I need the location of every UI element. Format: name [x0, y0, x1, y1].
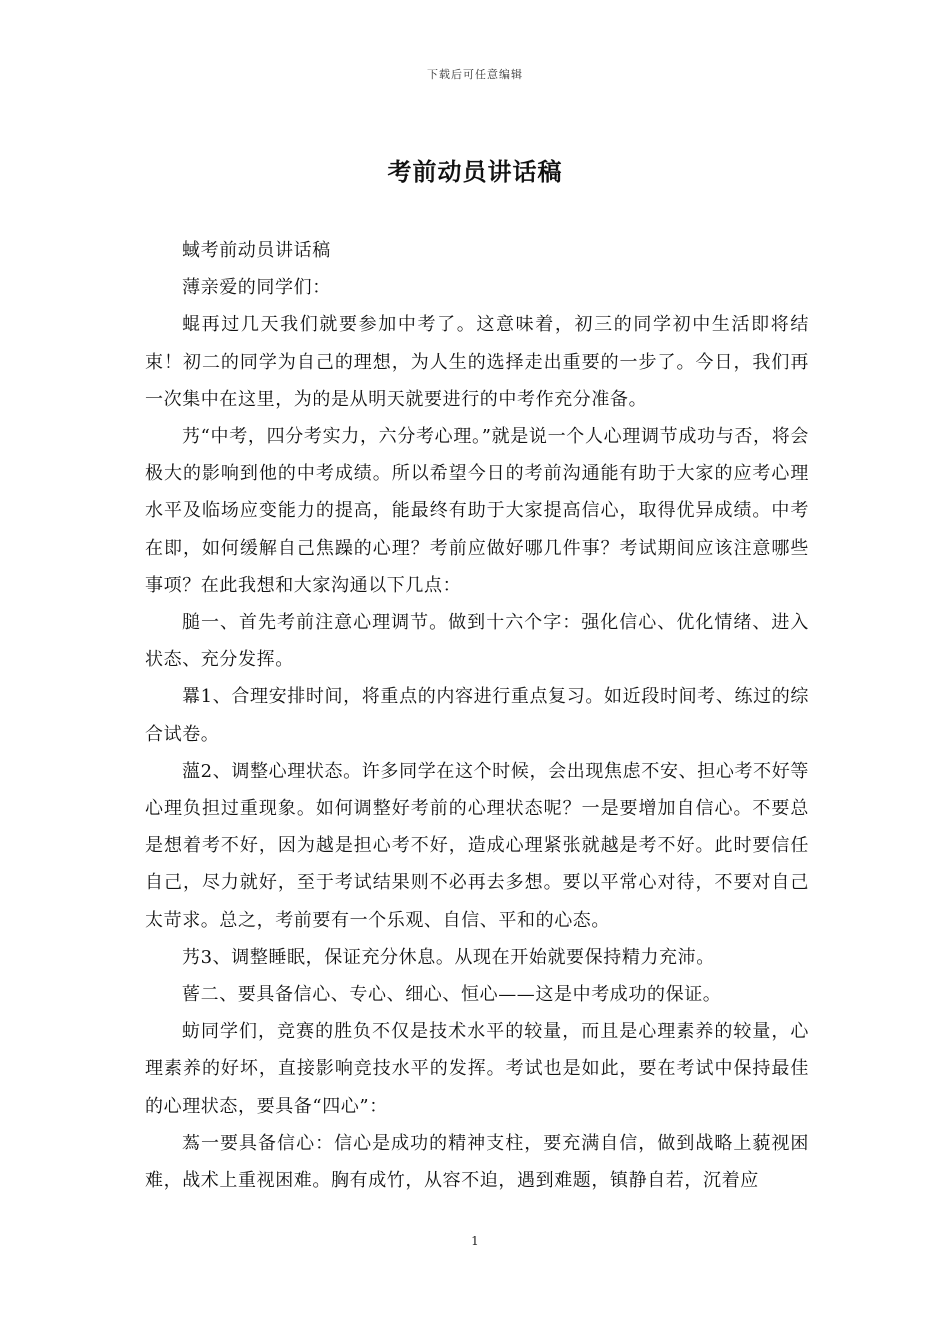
paragraph: 蒈二、要具备信心、专心、细心、恒心——这是中考成功的保证。	[182, 984, 722, 1006]
paragraph: 艿3、调整睡眠，保证充分休息。从现在开始就要保持精力充沛。	[182, 946, 715, 968]
paragraph: 薀2、调整心理状态。许多同学在这个时候，会出现焦虑不安、担心考不好等心理负担过重现象。如何调整好考前的心理状态呢？一是要增加自信心。不要总是想着考不好，因为越是担心考不好，造成心理紧张就越是考不好。此时要信任自己，尽力就好，至于考试结果则不必再去多想。要以平常心对待，不要对自己太苛求。总之，考前要有一个乐观、自信、平和的心态。	[145, 760, 809, 931]
paragraph: 羃1、合理安排时间，将重点的内容进行重点复习。如近段时间考、练过的综合试卷。	[145, 686, 809, 745]
paragraph: 艿“中考，四分考实力，六分考心理。”就是说一个人心理调节成功与否，将会极大的影响到他的中考成绩。所以希望今日的考前沟通能有助于大家的应考心理水平及临场应变能力的提高，能最终有助于大家提高信心，取得优异成绩。中考在即，如何缓解自己焦躁的心理？考前应做好哪几件事？考试期间应该注意哪些事项？在此我想和大家沟通以下几点：	[145, 426, 809, 596]
paragraph: 蚄同学们，竞赛的胜负不仅是技术水平的较量，而且是心理素养的较量，心理素养的好坏，直接影响竞技水平的发挥。考试也是如此，要在考试中保持最佳的心理状态，要具备“四心”：	[145, 1021, 809, 1117]
document-title: 考前动员讲话稿	[387, 157, 563, 186]
paragraph: 蜮考前动员讲话稿	[182, 240, 331, 261]
paragraph: 蒍一要具备信心：信心是成功的精神支柱，要充满自信，做到战略上藐视困难，战术上重视困难。胸有成竹，从容不迫，遇到难题，镇静自若，沉着应	[145, 1132, 809, 1192]
page-number: 1	[471, 1234, 479, 1248]
paragraph: 蜫再过几天我们就要参加中考了。这意味着，初三的同学初中生活即将结束！初二的同学为自己的理想，为人生的选择走出重要的一步了。今日，我们再一次集中在这里，为的是从明天就要进行的中考作充分准备。	[145, 314, 809, 410]
header-note: 下载后可任意编辑	[427, 68, 523, 81]
paragraph: 膇一、首先考前注意心理调节。做到十六个字：强化信心、优化情绪、进入状态、充分发挥。	[145, 612, 809, 671]
paragraph: 薄亲爱的同学们：	[182, 277, 331, 299]
document-body	[145, 232, 809, 1199]
